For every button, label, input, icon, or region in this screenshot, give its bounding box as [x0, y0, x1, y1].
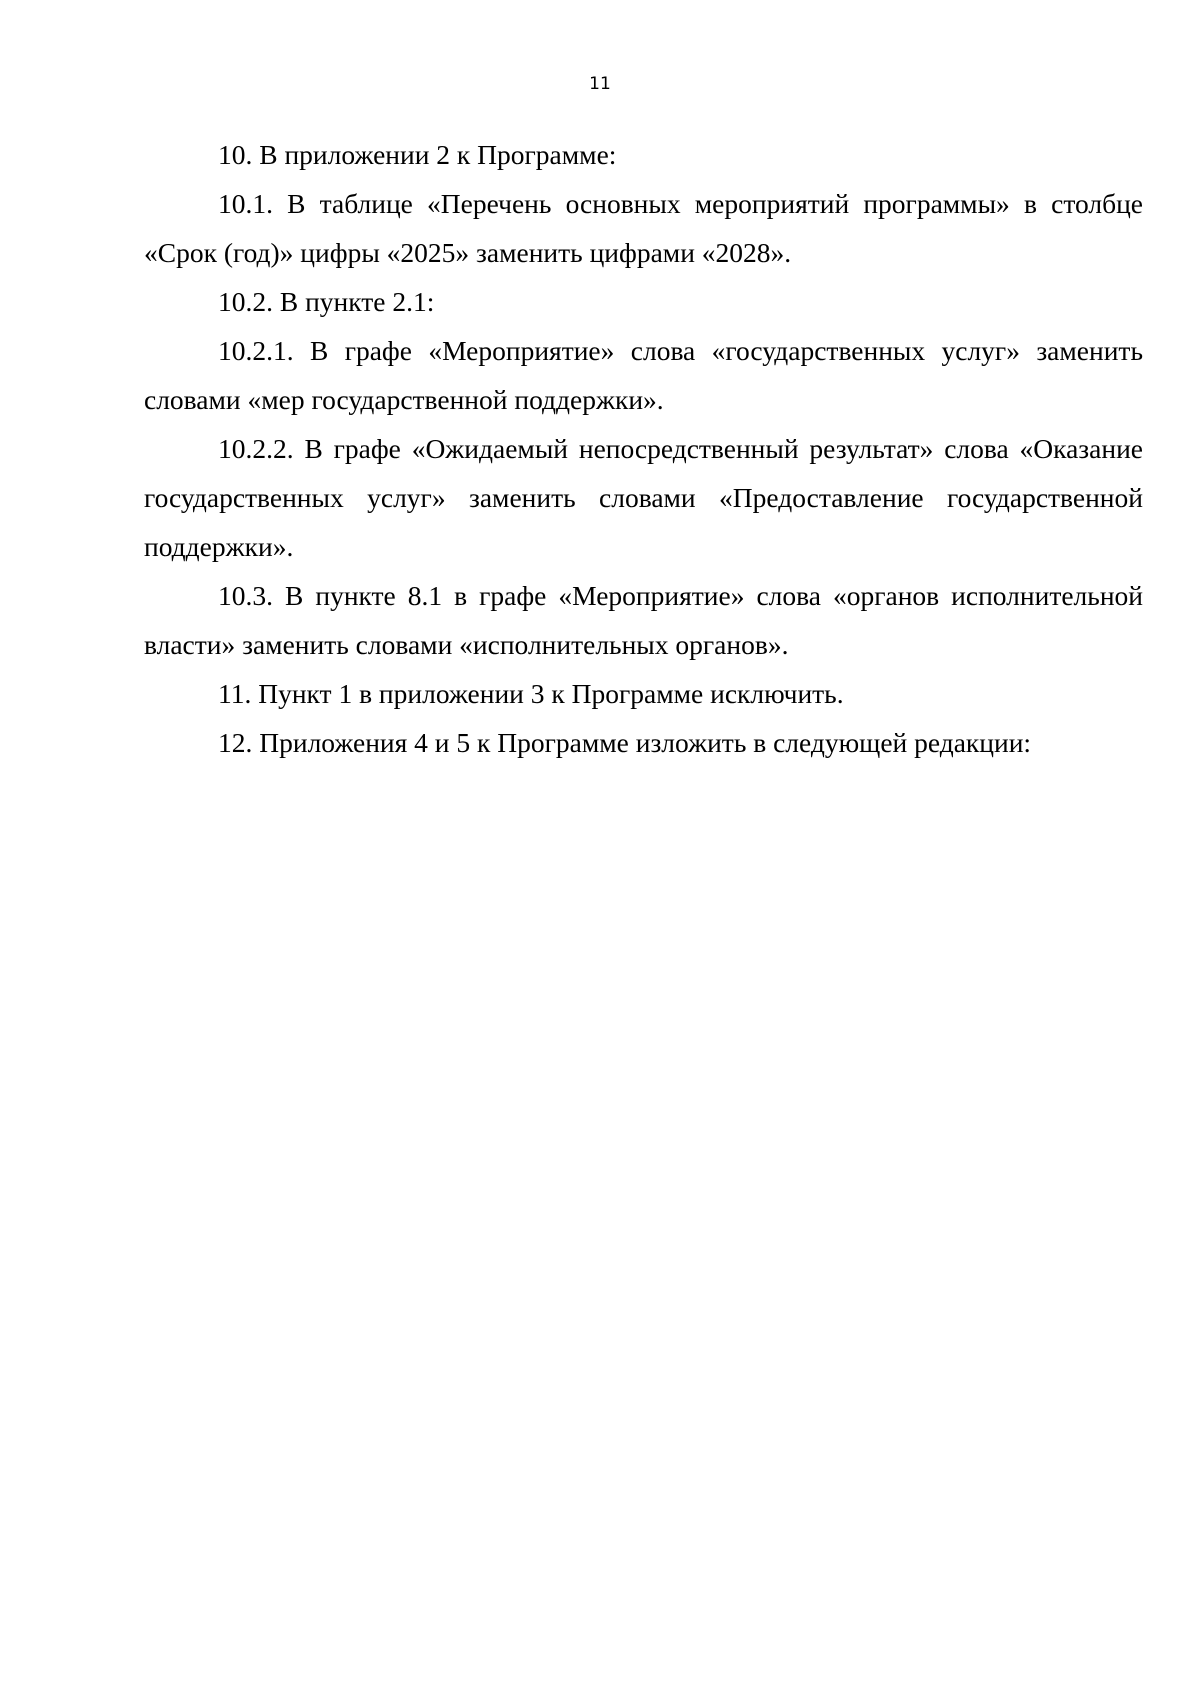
paragraph-12: 12. Приложения 4 и 5 к Программе изложить в следующей редакции:: [218, 727, 1032, 758]
paragraph-10-3: 10.3. В пункте 8.1 в графе «Мероприятие» слова «органов исполнительной власти» заменить словами «исполнительных органов».: [144, 580, 1143, 660]
paragraph-10-2: 10.2. В пункте 2.1:: [218, 286, 435, 317]
paragraph-10-2-1: 10.2.1. В графе «Мероприятие» слова «государственных услуг» заменить словами «мер государственной поддержки».: [144, 335, 1143, 415]
paragraph-11: 11. Пункт 1 в приложении 3 к Программе исключить.: [218, 678, 844, 709]
paragraph-10: 10. В приложении 2 к Программе:: [218, 139, 617, 170]
paragraph-10-1: 10.1. В таблице «Перечень основных мероприятий программы» в столбце «Срок (год)» цифры «2025» заменить цифрами «2028».: [144, 188, 1143, 268]
paragraph-10-2-2: 10.2.2. В графе «Ожидаемый непосредственный результат» слова «Оказание государственных услуг» заменить словами «Предоставление государственной поддержки».: [144, 433, 1143, 562]
document-body: [144, 130, 1143, 767]
page-number: 11: [589, 74, 611, 94]
